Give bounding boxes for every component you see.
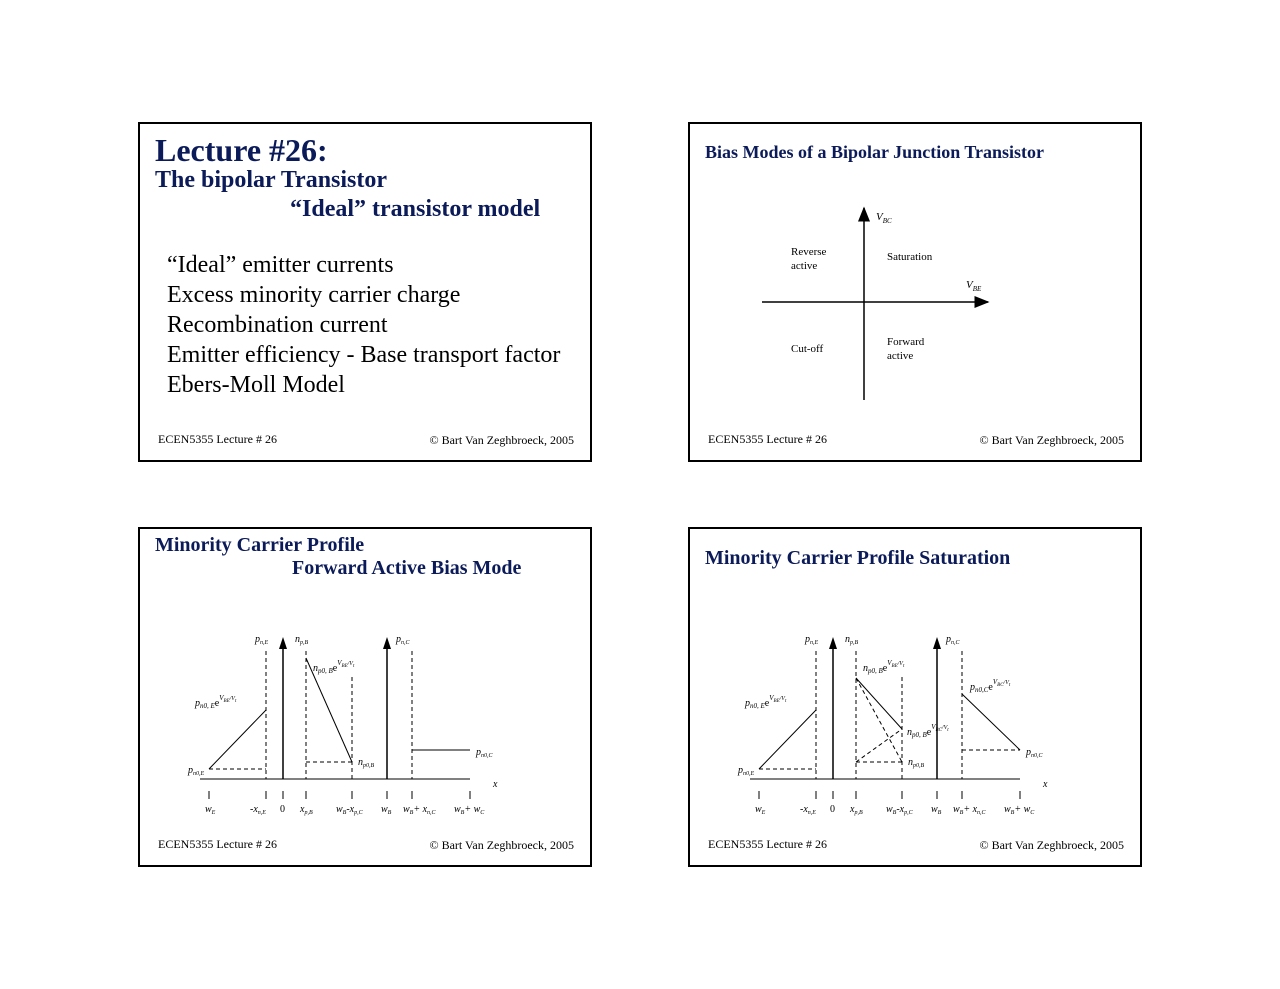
slide-subtitle: Forward Active Bias Mode [292,557,522,579]
footer-copyright: © Bart Van Zeghbroeck, 2005 [979,433,1124,447]
label-np0B-exp: $n_{p0, B}e^V_{BE}^{/V}_t$ [313,659,355,675]
label-pn0E-exp: $p_{n0, E}e^V_{BE}^{/V}_t$ [195,694,237,710]
label-pn0E: $p_{n0,E}$ [188,765,205,777]
label-npB: $n_{p,B}$ [295,634,309,646]
base-profile-line [856,678,902,729]
label-pn0C: $p_{n0,C}$ [1026,747,1043,759]
tick-wB-wC: $w_B+ w_C$ [1004,804,1035,816]
tick-wB-xnC: $w_B+ x_{n,C}$ [953,804,986,816]
slide-subtitle-2: “Ideal” transistor model [290,196,541,222]
tick-wE: $w_E$ [755,804,766,816]
tick-zero: 0 [280,804,285,815]
label-np0B-exp-bc: $n_{p0, B}e^V_{BC}^{/V}_t$ [907,723,949,739]
topic-item: Excess minority carrier charge [167,282,461,308]
vbc-label: $V_{BC}$ [876,211,892,225]
tick-xpB: $x_{p,B}$ [300,804,313,816]
emitter-profile-line [759,710,816,769]
label-pnE: $p_{n,E}$ [255,634,269,646]
tick-wB-xpC: $w_B-x_{p,C}$ [886,804,913,816]
slide-title: Minority Carrier Profile [155,534,365,556]
bias-mode-diagram [690,124,1140,460]
tick-zero: 0 [830,804,835,815]
footer-course: ECEN5355 Lecture # 26 [158,432,277,446]
slide-lecture-title [138,122,592,462]
topic-item: “Ideal” emitter currents [167,252,394,278]
base-forward-component [856,678,902,762]
footer-course: ECEN5355 Lecture # 26 [708,837,827,851]
label-pn0E: $p_{n0,E}$ [738,765,755,777]
label-npB: $n_{p,B}$ [845,634,859,646]
arrow-icon [933,637,941,649]
footer-course: ECEN5355 Lecture # 26 [708,432,827,446]
topic-item: Ebers-Moll Model [167,372,345,398]
emitter-profile-line [209,710,266,769]
label-pnE: $p_{n,E}$ [805,634,819,646]
arrow-icon [383,637,391,649]
label-pn0C: $p_{n0,C}$ [476,747,493,759]
label-pn0C-exp: $p_{n0,C}e^V_{BC}^{/V}_t$ [970,678,1011,694]
label-np0B-exp-be: $n_{p0, B}e^V_{BE}^{/V}_t$ [863,659,905,675]
saturation-profile-diagram [690,529,1140,865]
reverse-active-label: Reverse [791,246,827,258]
forward-active-profile-diagram [140,529,590,865]
tick-wE: $w_E$ [205,804,216,816]
tick-xpB: $x_{p,B}$ [850,804,863,816]
x-ticks [759,791,1020,799]
x-ticks [209,791,470,799]
slide-forward-active-profile [138,527,592,867]
tick-xnE: $-x_{n,E}$ [250,804,266,816]
arrow-icon [829,637,837,649]
slide-title: Minority Carrier Profile Saturation [705,547,1011,569]
x-tick-labels [205,804,485,816]
base-reverse-component [856,729,902,762]
tick-wB-xpC: $w_B-x_{p,C}$ [336,804,363,816]
slide-title: Bias Modes of a Bipolar Junction Transistor [705,142,1045,162]
footer-course: ECEN5355 Lecture # 26 [158,837,277,851]
topic-item: Recombination current [167,312,388,338]
x-tick-labels [755,804,1035,816]
forward-active-label: Forward [887,336,925,348]
tick-xnE: $-x_{n,E}$ [800,804,816,816]
slide-saturation-profile [688,527,1142,867]
label-np0B: $n_{p0,B}$ [358,757,375,769]
label-pnC: $p_{n,C}$ [946,634,960,646]
topic-list [167,250,560,400]
collector-profile-line [962,694,1020,750]
x-axis-label: x [493,779,498,790]
slide-subtitle: The bipolar Transistor [155,167,388,193]
forward-active-label-2: active [887,350,914,362]
topic-item: Emitter efficiency - Base transport factor [167,342,561,368]
saturation-label: Saturation [887,251,933,263]
vbe-label: $V_{BE}$ [966,279,982,293]
footer-copyright: © Bart Van Zeghbroeck, 2005 [979,838,1124,852]
slide-title: Lecture #26: [155,132,328,168]
label-np0B: $n_{p0,B}$ [908,757,925,769]
tick-wB-wC: $w_B+ w_C$ [454,804,485,816]
arrow-icon [279,637,287,649]
tick-wB-xnC: $w_B+ x_{n,C}$ [403,804,436,816]
footer-copyright: © Bart Van Zeghbroeck, 2005 [429,433,574,447]
label-pnC: $p_{n,C}$ [396,634,410,646]
label-pn0E-exp: $p_{n0, E}e^V_{BE}^{/V}_t$ [745,694,787,710]
x-axis-label: x [1043,779,1048,790]
slide-bias-modes [688,122,1142,462]
tick-wB: $w_B$ [381,804,392,816]
cutoff-label: Cut-off [791,343,824,355]
reverse-active-label-2: active [791,260,818,272]
tick-wB: $w_B$ [931,804,942,816]
footer-copyright: © Bart Van Zeghbroeck, 2005 [429,838,574,852]
